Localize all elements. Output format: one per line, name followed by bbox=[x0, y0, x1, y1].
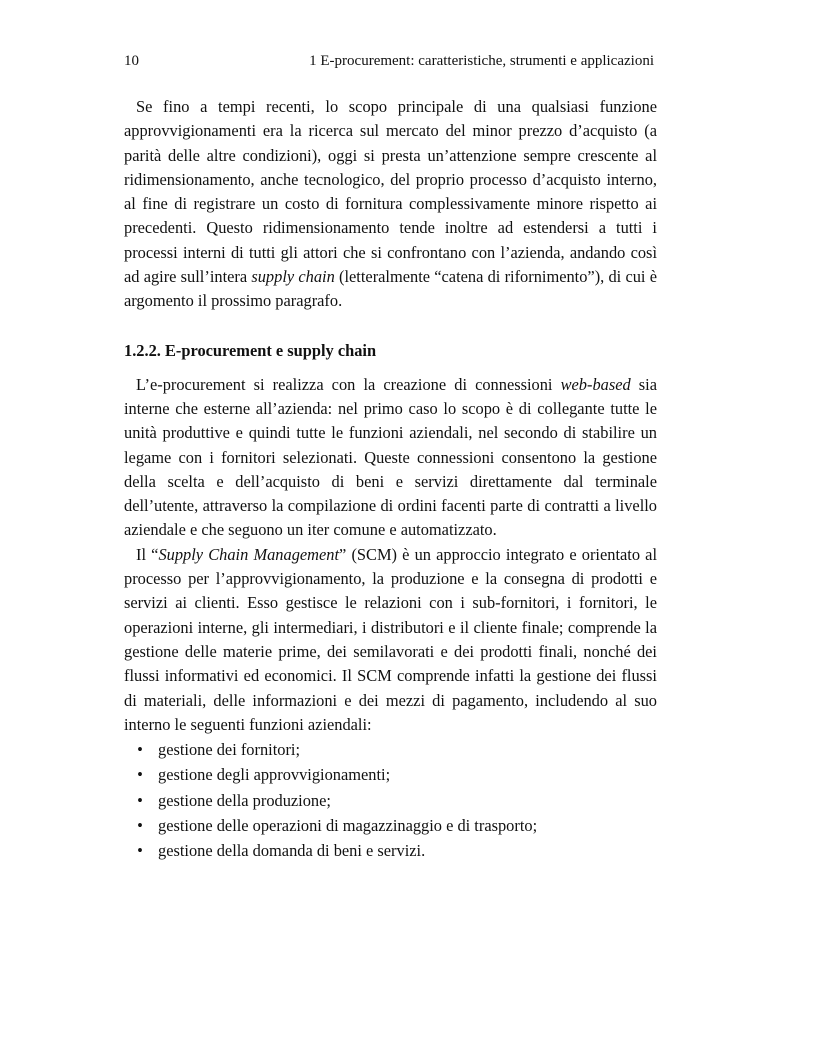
list-item-text: gestione degli approvvigionamenti; bbox=[158, 765, 391, 785]
paragraph-eprocurement-text-1: L’e-procurement si realizza con la creazione di connessioni bbox=[136, 374, 561, 394]
scm-functions-list bbox=[124, 737, 657, 863]
document-page bbox=[124, 50, 657, 864]
list-item bbox=[124, 762, 657, 787]
list-item-text: gestione delle operazioni di magazzinaggio e di trasporto; bbox=[158, 816, 538, 836]
paragraph-intro bbox=[124, 95, 657, 314]
section-heading: 1.2.2. E-procurement e supply chain bbox=[124, 340, 377, 360]
bullet-icon: • bbox=[137, 816, 143, 836]
paragraph-scm-text-1: Il “ bbox=[136, 544, 159, 564]
list-item-text: gestione dei fornitori; bbox=[158, 740, 301, 760]
page-number: 10 bbox=[124, 53, 139, 69]
list-item bbox=[124, 788, 657, 813]
paragraph-intro-text-1: Se fino a tempi recenti, lo scopo principale di una qualsiasi funzione approvvigionamenti era la ricerca sul mercato del minor prezzo d’acquisto (a parità delle altre condizioni), oggi si presta un’attenzione sempre crescente al ridimensionamento, anche tecnologico, del proprio processo d’acquisto interno, al fine di registrare un costo di fornitura complessivamente minore rispetto ai precedenti. Questo ridimensionamento tende inoltre ad estendersi a tutti i processi interni di tutti gli attori che si confrontano con l’azienda, andando così ad agire sull’intera bbox=[124, 97, 657, 287]
paragraph-scm bbox=[124, 543, 657, 737]
bullet-icon: • bbox=[137, 740, 143, 760]
list-item bbox=[124, 813, 657, 838]
paragraph-eprocurement-italic: web-based bbox=[560, 374, 631, 394]
bullet-icon: • bbox=[137, 790, 143, 810]
paragraph-intro-text-2: (letteralmente “catena di rifornimento”), di cui è argomento il prossimo paragrafo. bbox=[124, 267, 657, 311]
bullet-icon: • bbox=[137, 841, 143, 861]
paragraph-eprocurement-text-2: sia interne che esterne all’azienda: nel primo caso lo scopo è di collegante tutte le unità produttive e quindi tutte le funzioni aziendali, nel secondo di stabilire un legame con i fornitori selezionati. Queste connessioni consentono la gestione della scelta e dell’acquisto di beni e servizi direttamente dal terminale dell’utente, attraverso la compilazione di ordini facenti parte di contratti a livello aziendale e che seguono un iter comune e automatizzato. bbox=[124, 374, 657, 540]
list-item bbox=[124, 838, 657, 863]
paragraph-scm-italic: Supply Chain Management bbox=[158, 544, 340, 564]
running-header bbox=[124, 50, 657, 72]
list-item-text: gestione della produzione; bbox=[158, 790, 331, 810]
running-title: 1 E-procurement: caratteristiche, strumenti e applicazioni bbox=[309, 53, 654, 69]
list-item-text: gestione della domanda di beni e servizi. bbox=[158, 841, 426, 861]
paragraph-eprocurement bbox=[124, 373, 657, 543]
paragraph-intro-italic: supply chain bbox=[251, 267, 335, 287]
bullet-icon: • bbox=[137, 765, 143, 785]
list-item bbox=[124, 737, 657, 762]
paragraph-scm-text-2: ” (SCM) è un approccio integrato e orientato al processo per l’approvvigionamento, la produzione e la consegna di prodotti e servizi ai clienti. Esso gestisce le relazioni con i sub-fornitori, i fornitori, le operazioni interne, gli intermediari, i distributori e il cliente finale; comprende la gestione delle materie prime, dei semilavorati e dei prodotti finali, nonché dei flussi informativi ed economici. Il SCM comprende infatti la gestione dei flussi di materiali, delle informazioni e dei mezzi di pagamento, includendo al suo interno le seguenti funzioni aziendali: bbox=[124, 544, 658, 734]
